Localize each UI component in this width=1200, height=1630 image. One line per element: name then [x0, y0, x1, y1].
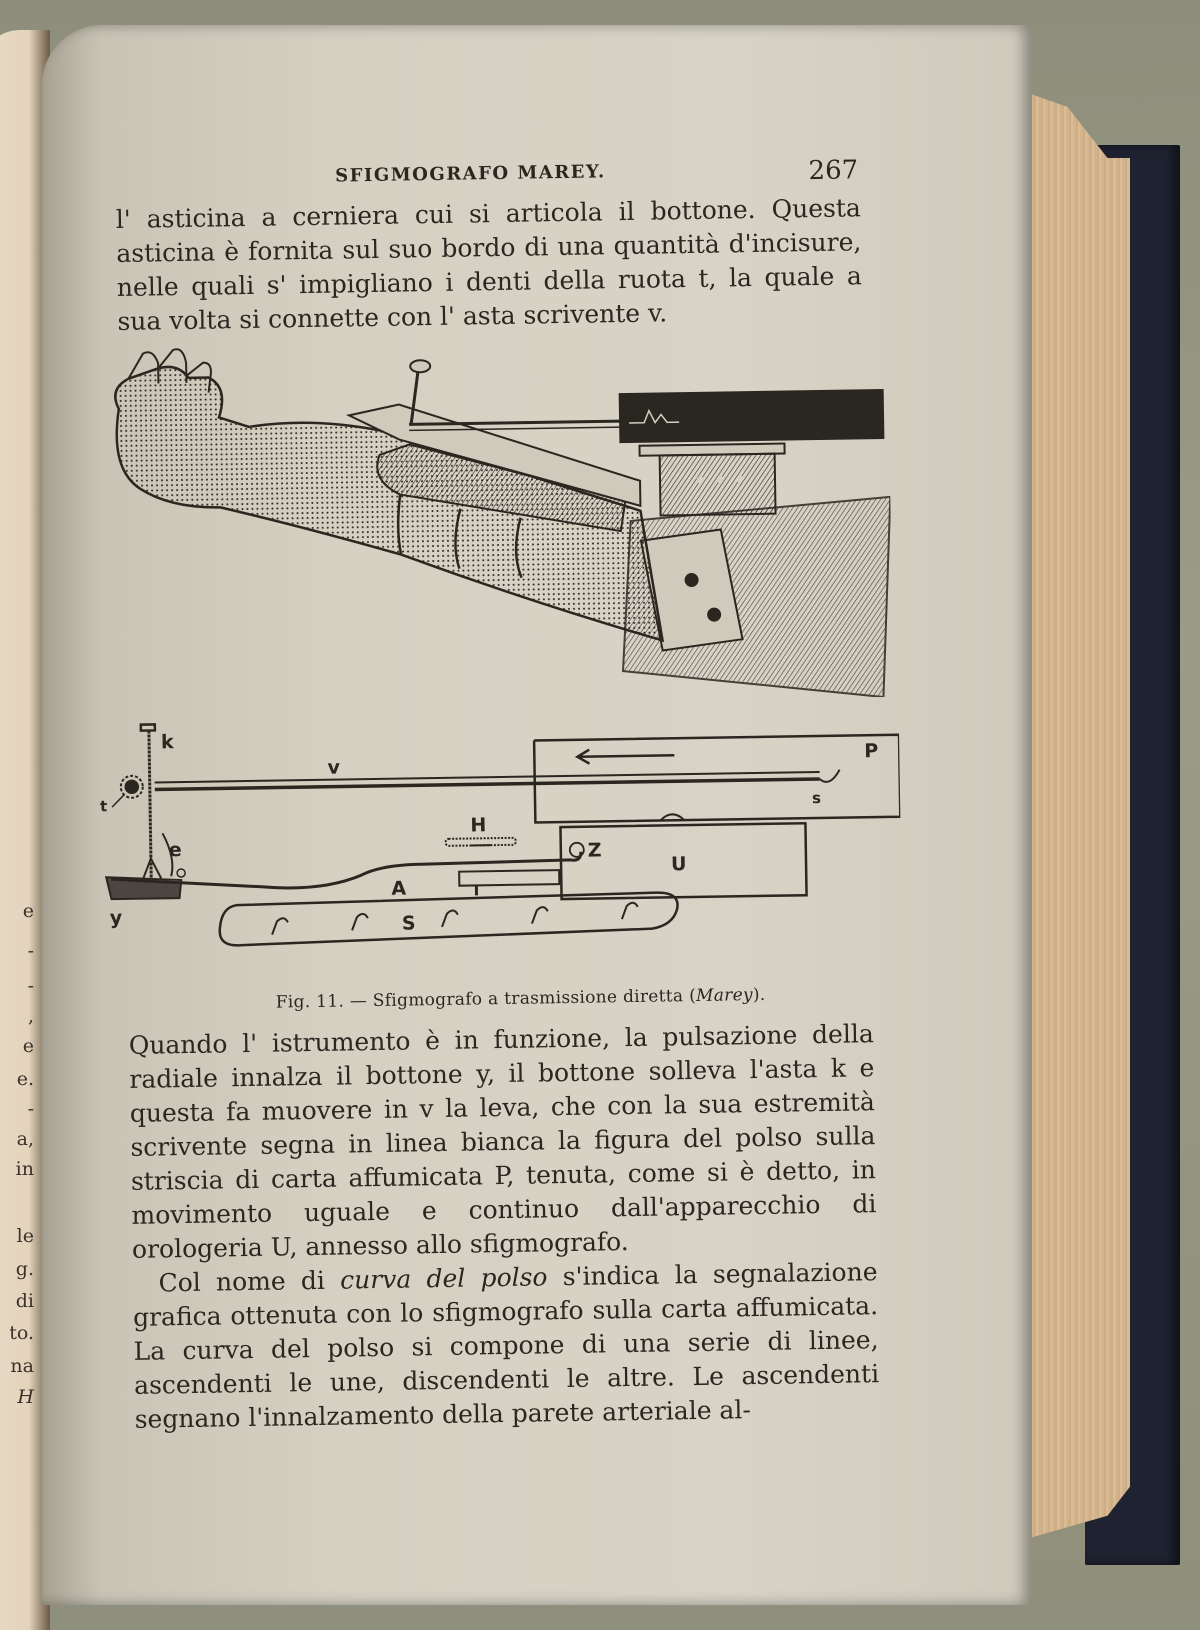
label-P: P — [864, 740, 878, 762]
label-S: S — [402, 912, 416, 934]
caption-italic: Marey — [696, 985, 753, 1006]
left-page-fragment: di — [16, 1290, 34, 1312]
label-H: H — [470, 814, 486, 836]
paragraph-3 — [132, 1255, 880, 1437]
paragraph-1: l' asticina a cerniera cui si articola il bottone. Questa asticina è fornita sul suo bordo di una quantità d'incisure, nelle quali s' impigliano i denti della ruota t, la quale a sua volta si connette con l' asta scrivente v. — [116, 191, 863, 339]
left-page-fragment: g. — [16, 1258, 34, 1280]
left-page-fragment: H — [17, 1386, 34, 1408]
left-page-fragment: to. — [9, 1322, 34, 1344]
label-k: k — [161, 731, 174, 753]
label-e: e — [169, 839, 182, 861]
label-s: s — [812, 789, 821, 807]
running-head-title: SFIGMOGRAFO MAREY. — [335, 161, 606, 186]
left-page-fragment: e. — [17, 1068, 34, 1090]
page-number: 267 — [808, 155, 858, 186]
caption-suffix: ). — [753, 985, 766, 1005]
paragraph-3-start: Col nome di — [158, 1266, 340, 1298]
label-A: A — [391, 878, 406, 900]
paragraph-3-italic: curva del polso — [340, 1262, 548, 1294]
left-page-fragment: , — [28, 1005, 34, 1027]
sphygmograph-schematic — [99, 707, 903, 980]
paragraph-3-rest: s'indica la segnalazione grafica ottenuta con lo sfigmografo sulla carta affumicata. La curva del polso si compone di una serie di linee, ascendenti le une, discendenti le altre. Le ascendenti segnano l'innalzamento della parete arteriale al- — [133, 1257, 879, 1434]
caption-prefix: Fig. 11. — Sfigmografo a trasmissione diretta ( — [276, 986, 697, 1013]
label-v: v — [327, 757, 340, 779]
left-page-fragment: a, — [17, 1128, 34, 1150]
left-page-fragment: le — [17, 1225, 34, 1247]
left-page-fragment: in — [16, 1158, 34, 1180]
left-page-fragment: - — [28, 940, 34, 962]
label-t: t — [100, 797, 107, 815]
label-y: y — [110, 907, 123, 929]
figure-caption — [168, 983, 873, 1014]
left-page-fragment: e — [23, 1035, 34, 1057]
label-U: U — [671, 853, 687, 875]
left-page-fragment: na — [10, 1355, 34, 1377]
figure-11 — [118, 337, 873, 989]
sphygmograph-engraving — [98, 337, 894, 709]
page-content — [115, 153, 880, 1437]
label-Z: Z — [588, 839, 602, 861]
left-page-fragment: e — [23, 900, 34, 922]
left-page-fragment: - — [28, 975, 34, 997]
left-page-fragment: - — [28, 1098, 34, 1120]
paragraph-2: Quando l' istrumento è in funzione, la pulsazione della radiale innalza il bottone y, il bottone solleva l'asta k e questa fa muovere in v la leva, che con la sua estremità scrivente segna in linea bianca la figura del polso sulla striscia di carta affumicata P, tenuta, come si è detto, in movimento uguale e continuo dall'apparecchio di orologeria U, annesso allo sfigmografo. — [129, 1017, 878, 1267]
